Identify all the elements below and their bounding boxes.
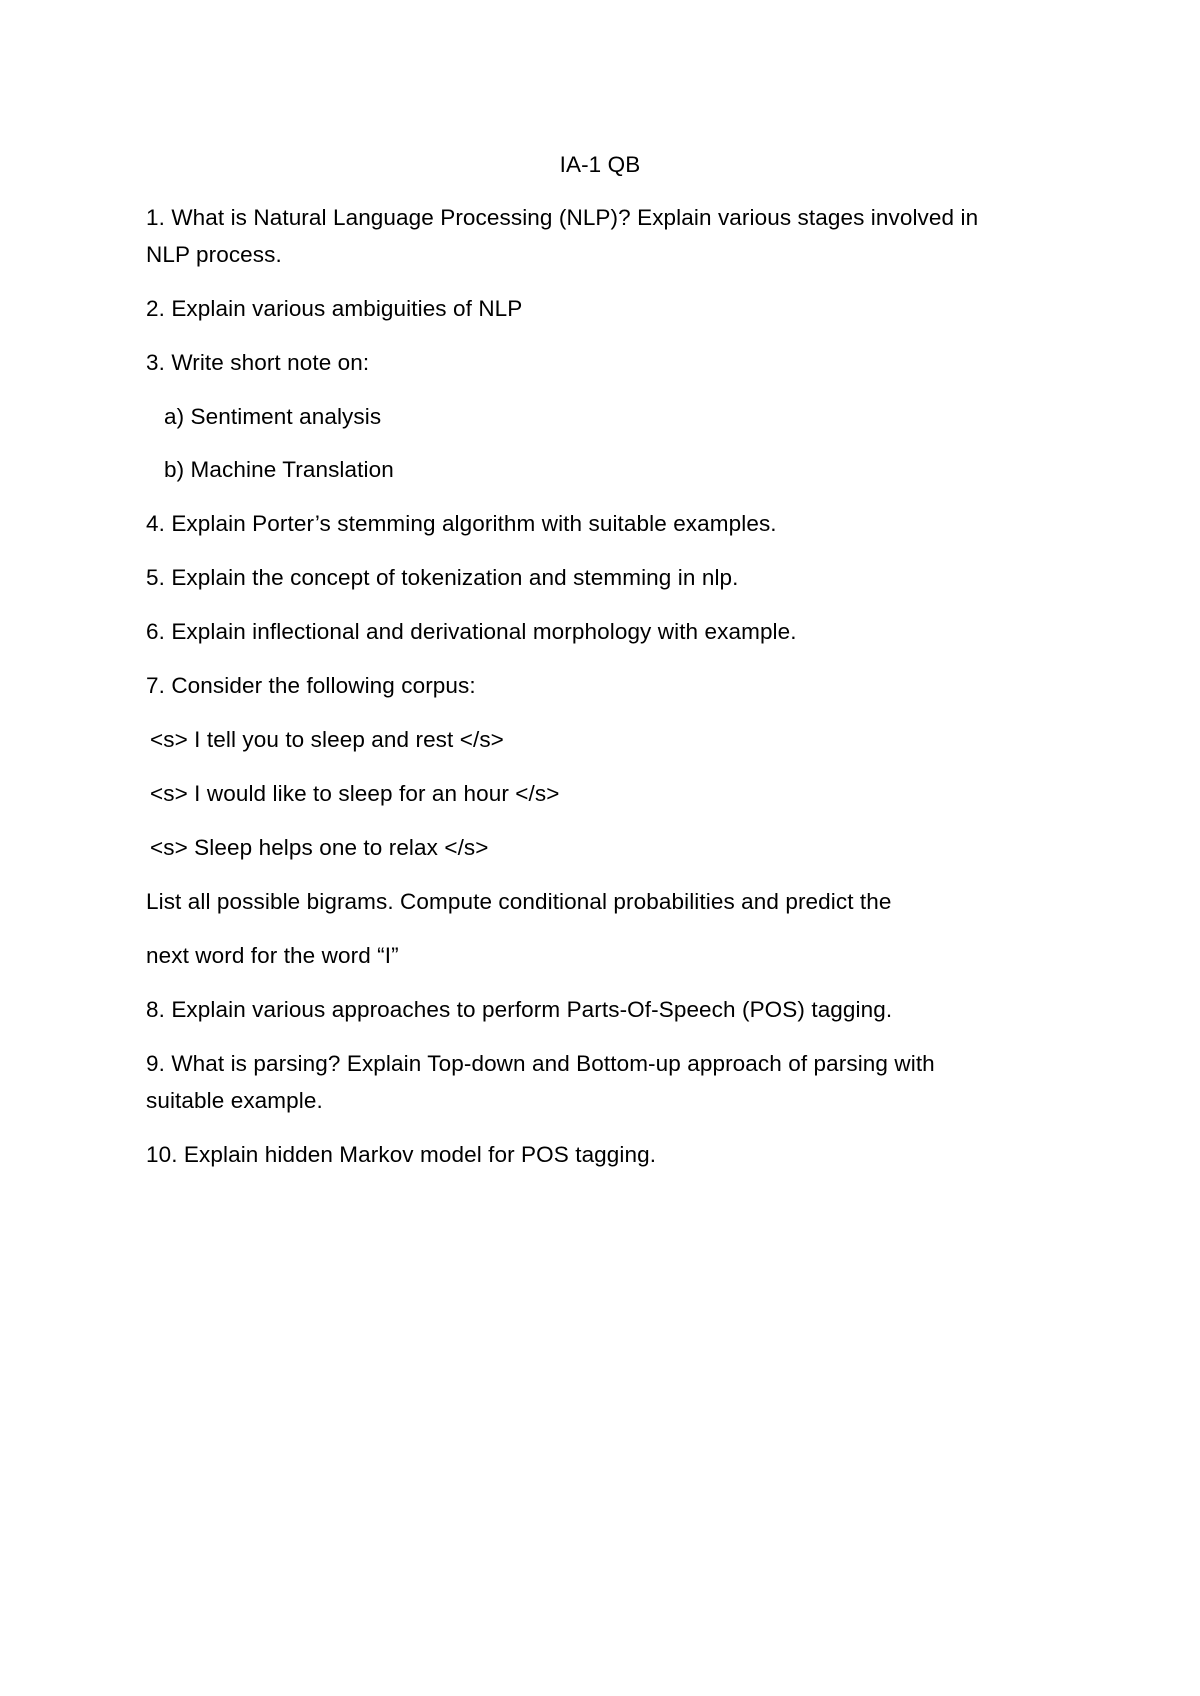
question-8: 8. Explain various approaches to perform Parts-Of-Speech (POS) tagging.: [146, 997, 893, 1022]
question-5: 5. Explain the concept of tokenization and stemming in nlp.: [146, 565, 739, 590]
question-9-line-1: 9. What is parsing? Explain Top-down and Bottom-up approach of parsing with: [146, 1051, 935, 1076]
corpus-sentence-1: <s> I tell you to sleep and rest </s>: [150, 727, 504, 752]
page-title: IA-1 QB: [559, 152, 641, 177]
question-1-line-2: NLP process.: [146, 242, 282, 267]
question-1-line-1: 1. What is Natural Language Processing (NLP)? Explain various stages involved in: [146, 205, 979, 230]
question-4: 4. Explain Porter’s stemming algorithm with suitable examples.: [146, 511, 777, 536]
question-7-task-line-1: List all possible bigrams. Compute conditional probabilities and predict the: [146, 889, 892, 914]
question-7-task-line-2: next word for the word “I”: [146, 943, 399, 968]
question-2: 2. Explain various ambiguities of NLP: [146, 296, 523, 321]
question-9-line-2: suitable example.: [146, 1088, 323, 1113]
question-3-item-a: a) Sentiment analysis: [164, 404, 382, 429]
question-3: 3. Write short note on:: [146, 350, 370, 375]
corpus-sentence-3: <s> Sleep helps one to relax </s>: [150, 835, 489, 860]
question-6: 6. Explain inflectional and derivational morphology with example.: [146, 619, 797, 644]
question-10: 10. Explain hidden Markov model for POS tagging.: [146, 1142, 657, 1167]
question-3-item-b: b) Machine Translation: [164, 457, 394, 482]
question-7: 7. Consider the following corpus:: [146, 673, 476, 698]
corpus-sentence-2: <s> I would like to sleep for an hour </s>: [150, 781, 560, 806]
